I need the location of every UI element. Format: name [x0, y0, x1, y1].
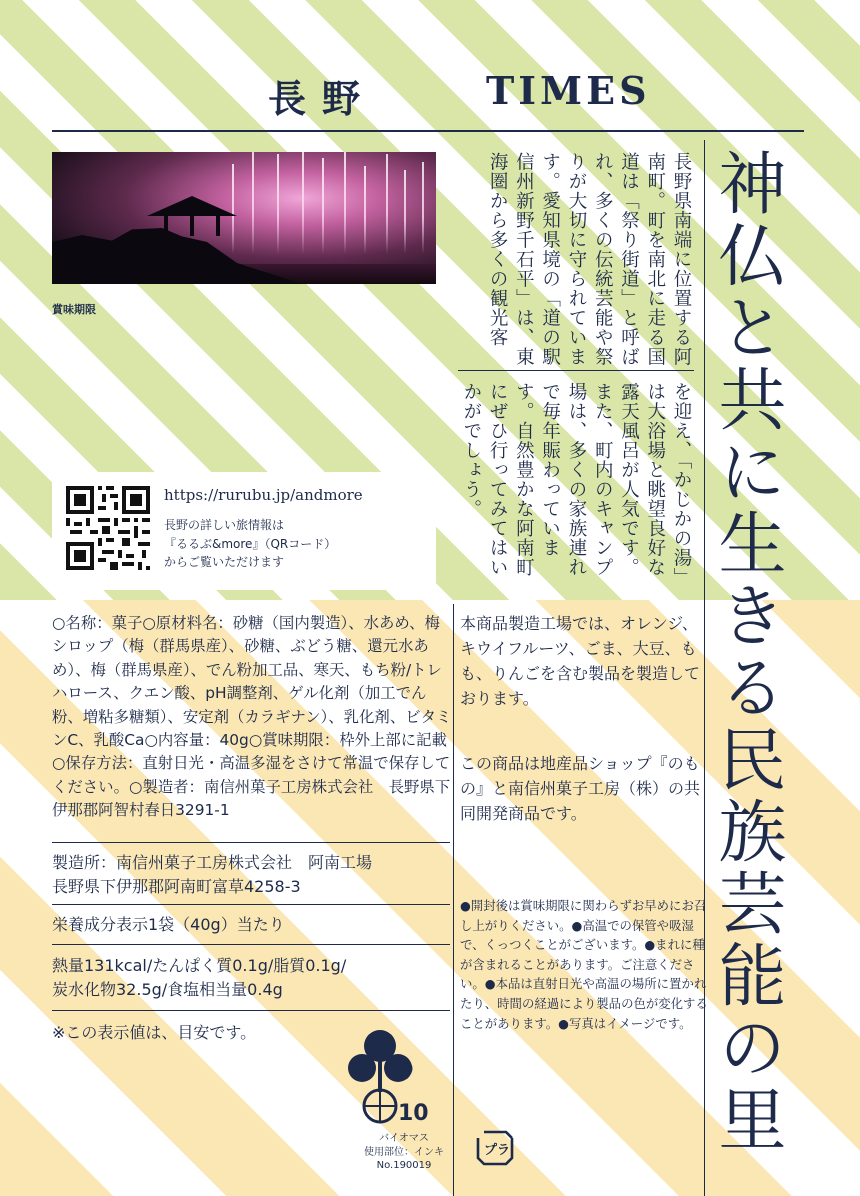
label-center-divider: [453, 604, 454, 1196]
masthead-rule: [52, 130, 804, 132]
nutrition-line: 熱量131kcal/たんぱく質0.1g/脂質0.1g/: [52, 956, 347, 975]
pavilion-icon: [142, 190, 242, 240]
estimate-note: ※この表示値は、目安です。: [52, 1023, 257, 1042]
label-divider: [52, 1010, 450, 1011]
factory-line: 製造所：南信州菓子工房株式会社 阿南工場: [52, 853, 373, 872]
factory-address: 長野県下伊那郡阿南町富草4258-3: [52, 877, 301, 896]
label-divider: [52, 944, 450, 945]
qr-note-line: 『るるぶ&more』（QRコード）: [164, 536, 337, 551]
factory-info: [52, 851, 452, 899]
qr-note: [164, 516, 336, 572]
nutrition-line: 炭水化物32.5g/食塩相当量0.4g: [52, 980, 283, 999]
label-divider: [52, 904, 450, 905]
masthead-times: TIMES: [486, 68, 651, 113]
nutrition-values: [52, 954, 452, 1002]
qr-code-icon: [66, 486, 150, 570]
biomass-number: 10: [398, 1101, 429, 1126]
biomass-caption-line: バイオマス: [379, 1133, 429, 1144]
fireworks-photo: [52, 152, 436, 284]
allergen-notice: 本商品製造工場では、オレンジ、キウイフルーツ、ごま、大豆、もも、りんごを含む製品を製造しております。: [460, 614, 701, 708]
pla-text: プラ: [483, 1143, 511, 1158]
article-column-1: 長野県南端に位置する阿南町。町を南北に走る国道は「祭り街道」と呼ばれ、多くの伝統芸能や祭りが大切に守られています。愛知県境の「道の駅信州新野千石平」は、東海圏から多くの観光客: [487, 152, 692, 367]
collaboration-notice: この商品は地産品ショップ『のもの』と南信州菓子工房（株）の共同開発商品です。: [460, 754, 701, 823]
biomass-caption-line: 使用部位：インキ: [364, 1146, 444, 1158]
photo-caption: 賞味期限: [52, 303, 96, 316]
nutrition-heading: 栄養成分表示1袋（40g）当たり: [52, 915, 285, 934]
biomass-caption: [360, 1132, 448, 1173]
pla-recycle-icon: [474, 1124, 520, 1170]
qr-note-line: からご覧いただけます: [164, 555, 285, 570]
article-column-2: を迎え、「かじかの湯」は大浴場と眺望良好な露天風呂が人気です。また、町内のキャンプ場は、多くの家族連れで毎年賑わっています。自然豊かな阿南町にぜひ行ってみてはいかがでしょう。: [460, 382, 692, 588]
ingredients-text: ○名称：菓子○原材料名：砂糖（国内製造）、水あめ、梅シロップ（梅（群馬県産）、砂糖、ぶどう糖、還元水あめ）、梅（群馬県産）、でん粉加工品、寒天、もち粉/トレハロース、クエン酸、pH調整剤、ゲル化剤（加工でん粉、増粘多糖類）、安定剤（カラギナン）、乳化剤、ビタミンC、乳酸Ca○内容量：40g○賞味期限：枠外上部に記載○保存方法：直射日光・高温多湿をさけて常温で保存してください。○製造者：南信州菓子工房株式会社 長野県下伊那郡阿智村春日3291-1: [52, 614, 452, 820]
masthead: [0, 60, 860, 130]
biomass-mark-icon: [348, 1024, 448, 1128]
column-divider: [458, 370, 694, 371]
qr-note-line: 長野の詳しい旅情報は: [164, 518, 285, 532]
label-divider: [52, 842, 450, 843]
qr-url: https://rurubu.jp/andmore: [164, 486, 363, 504]
masthead-name: 長野: [268, 76, 377, 121]
headline: 神仏と共に生きる民族芸能の里: [707, 148, 786, 1156]
caution-notice: ●開封後は賞味期限に関わらずお早めにお召し上がりください。●高温での保管や吸湿で、くっつくことがございます。●まれに種が含まれることがあります。ご注意ください。●本品は直射日光や高温の場所に置かれたり、時間の経過により製品の色が変化することがあります。●写真はイメージです。: [460, 898, 708, 1031]
biomass-caption-line: No.190019: [376, 1160, 432, 1171]
